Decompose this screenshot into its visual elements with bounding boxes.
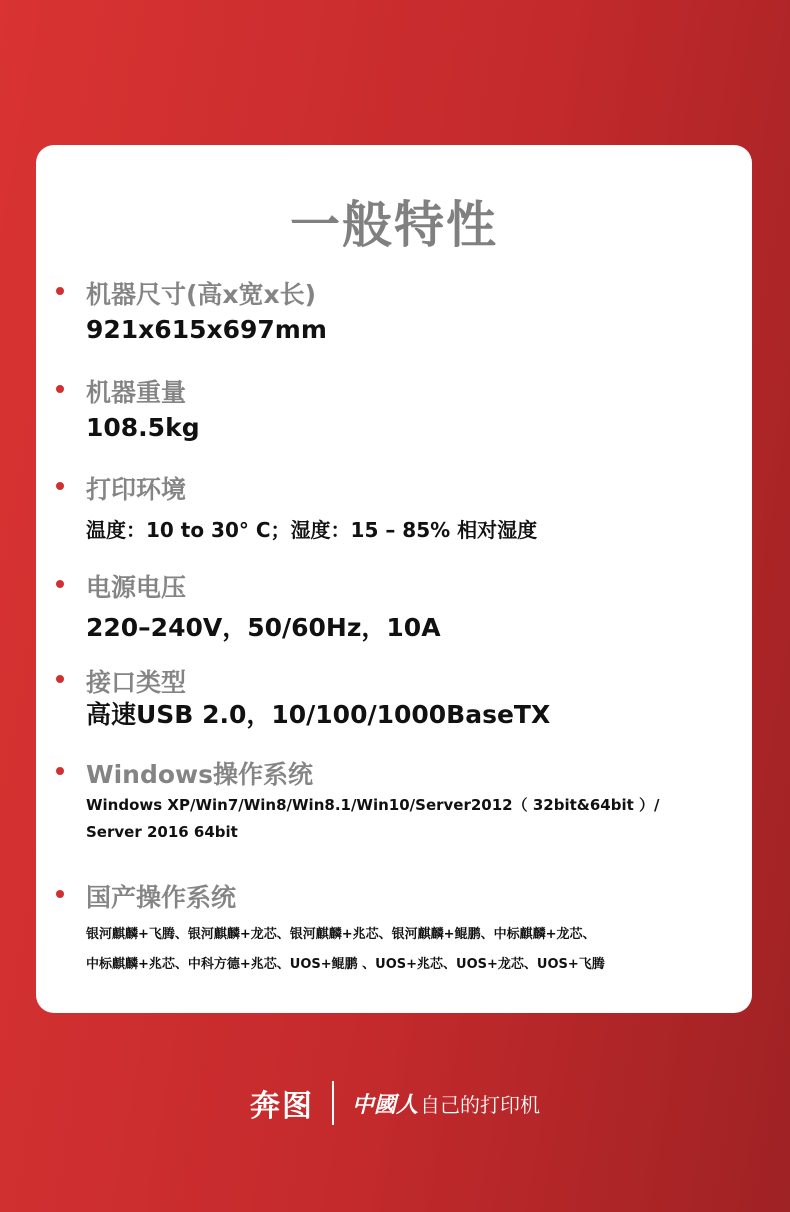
bullet-dot-icon (56, 767, 64, 775)
brand-footer (0, 1080, 790, 1126)
section-value: 温度：10 to 30° C；湿度：15 – 85% 相对湿度 (86, 518, 538, 542)
slogan-mark: 中國人 (351, 1091, 418, 1118)
section-title: 国产操作系统 (86, 883, 237, 912)
section-value-line: 银河麒麟+飞腾、银河麒麟+龙芯、银河麒麟+兆芯、银河麒麟+鲲鹏、中标麒麟+龙芯、 (86, 927, 596, 942)
card-title: 一般特性 (290, 196, 498, 254)
section-title: 机器尺寸(高x宽x长) (86, 280, 317, 309)
section-value-line: 中标麒麟+兆芯、中科方德+兆芯、UOS+鲲鹏 、UOS+兆芯、UOS+龙芯、UOS+飞腾 (86, 957, 605, 972)
spec-card (36, 145, 752, 1013)
bullet-dot-icon (56, 890, 64, 898)
section-title: 电源电压 (86, 573, 187, 602)
bullet-dot-icon (56, 287, 64, 295)
section-value: 921x615x697mm (86, 315, 327, 344)
section-value: 220–240V，50/60Hz，10A (86, 613, 441, 642)
section-title: 机器重量 (86, 378, 187, 407)
section-title: 接口类型 (86, 668, 187, 697)
bullet-dot-icon (56, 482, 64, 490)
bullet-dot-icon (56, 675, 64, 683)
section-value: 高速USB 2.0，10/100/1000BaseTX (86, 700, 551, 729)
section-title: 打印环境 (86, 475, 187, 504)
section-value-line: Windows XP/Win7/Win8/Win8.1/Win10/Server2012（ 32bit&64bit ）/ (86, 796, 660, 814)
bullet-dot-icon (56, 385, 64, 393)
section-value: 108.5kg (86, 413, 200, 442)
brand-logo: 奔图 (249, 1089, 314, 1124)
footer-divider (332, 1081, 334, 1125)
bullet-dot-icon (56, 580, 64, 588)
section-title: Windows操作系统 (86, 760, 313, 789)
section-value-line: Server 2016 64bit (86, 823, 238, 841)
slogan-text: 自己的打印机 (420, 1092, 540, 1117)
